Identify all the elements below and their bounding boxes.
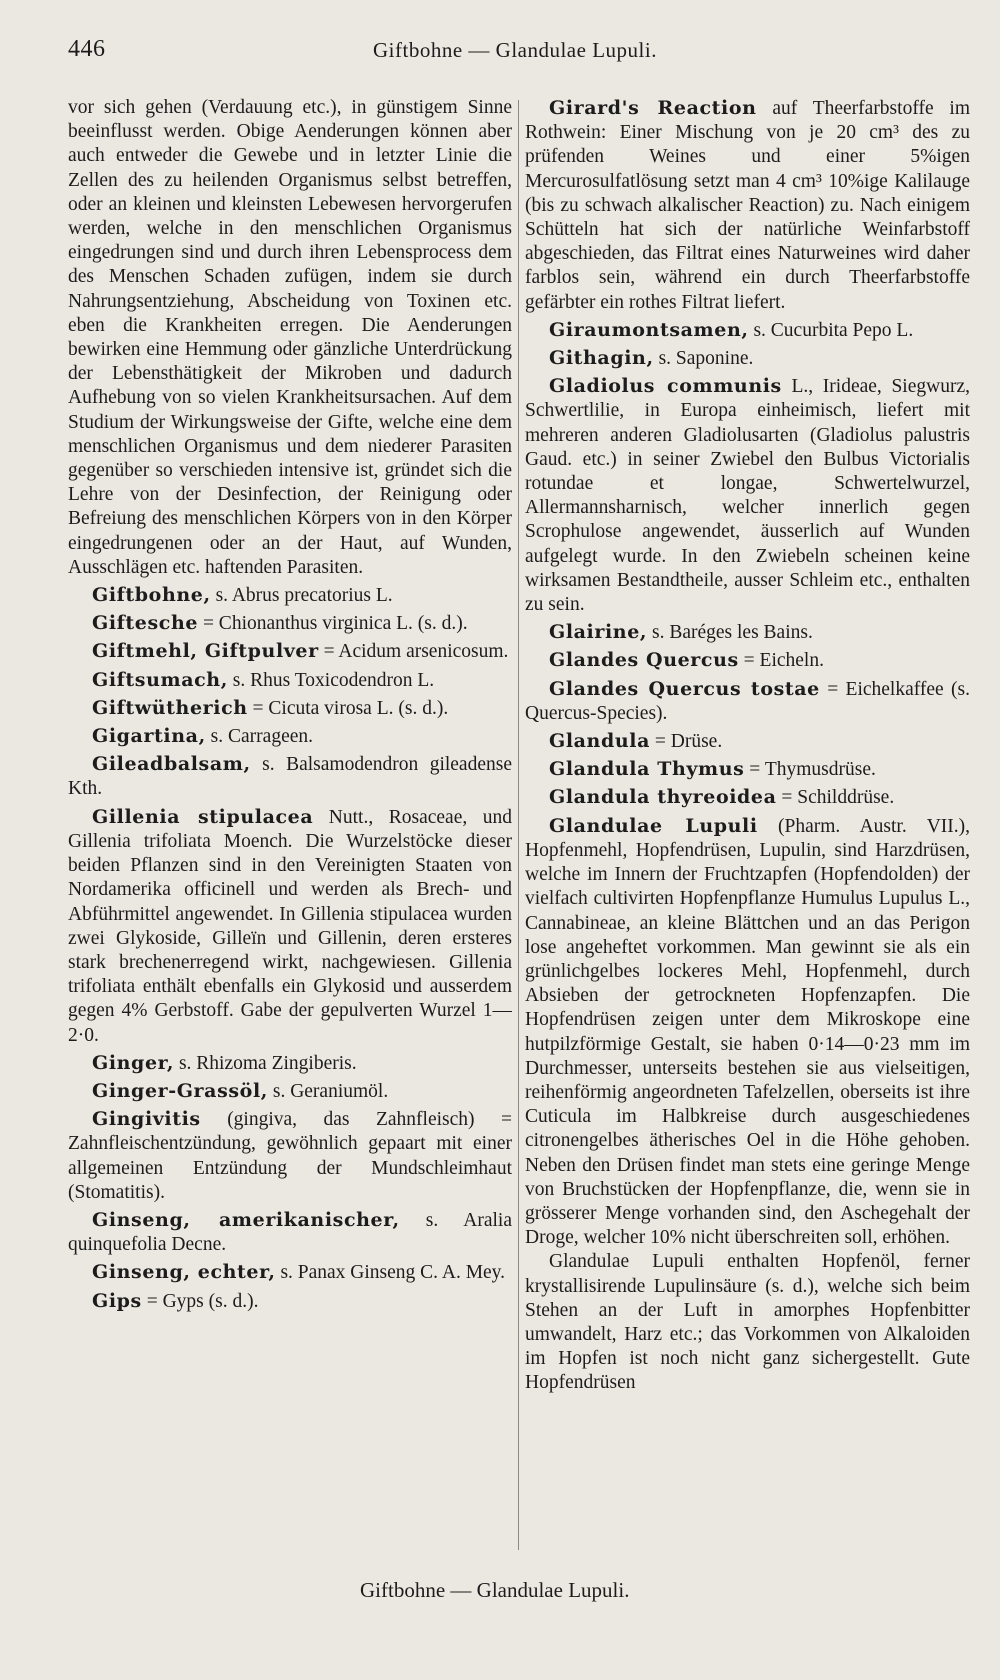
entry-headword: Gigartina,: [92, 725, 206, 748]
entry-giftmehl: [68, 639, 512, 664]
entry-text: = Chionanthus virginica L. (s. d.).: [198, 613, 468, 635]
entry-glandes-quercus-tostae: [525, 677, 970, 726]
left-column: [68, 96, 512, 1556]
entry-gladiolus: [525, 374, 970, 617]
entry-headword: Giftwütherich: [92, 696, 248, 719]
entry-headword: Glandes Quercus: [549, 649, 739, 672]
entry-gips: [68, 1289, 512, 1314]
entry-headword: Gingivitis: [92, 1108, 201, 1131]
entry-glandes-quercus: [525, 648, 970, 673]
entry-glandulae-lupuli: [525, 814, 970, 1251]
entry-text: s. Balsamodendron gileadense Kth.: [68, 754, 512, 800]
entry-giraumontsamen: [525, 318, 970, 343]
entry-giftsumach: [68, 668, 512, 693]
entry-text: = Schilddrüse.: [776, 787, 895, 809]
entry-headword: Gladiolus communis: [549, 375, 782, 398]
entry-giftesche: [68, 611, 512, 636]
page-footer: Giftbohne — Glandulae Lupuli.: [360, 1578, 630, 1602]
entry-headword: Glandula Thymus: [549, 758, 745, 781]
entry-headword: Giraumontsamen,: [549, 318, 749, 341]
entry-text: s. Aralia quinquefolia Decne.: [68, 1209, 512, 1256]
entry-text: s. Rhizoma Zingiberis.: [174, 1052, 357, 1074]
entry-headword: Giftmehl, Giftpulver: [92, 640, 319, 663]
entry-headword: Glairine,: [549, 621, 648, 644]
entry-text: L., Irideae, Siegwurz, Schwertlilie, in Europa einheimisch, liefert mit mehreren anderen Gladiolusarten (Gladiolus palustris Gaud. etc.) in seiner Zwiebel den Bulbus Victorialis rotundae et longae, Schwertelwurzel, Allermannsharnisch, welcher innerlich gegen Scrophulose angewendet, äusserlich auf Wunden aufgelegt wurde. In den Zwiebeln scheinen keine wirksamen Bestandtheile, ausser Schleim etc., enthalten zu sein.: [525, 376, 970, 616]
entry-ginseng-amerikanischer: [68, 1208, 512, 1257]
right-column: [525, 96, 970, 1556]
entry-headword: Ginseng, amerikanischer,: [92, 1208, 400, 1231]
entry-headword: Ginseng, echter,: [92, 1261, 276, 1284]
entry-text: auf Theerfarbstoffe im Rothwein: Einer Mischung von je 20 cm³ des zu prüfenden Weines und einer 5%igen Mercurosulfatlösung setzt man 4 cm³ 10%ige Kalilauge (bis zu schwach alkalischer Reaction) zu. Nach einigem Schütteln hat sich der natürliche Weinfarbstoff abgeschieden, das Filtrat eines Naturweines wird daher farblos sein, während ein durch Theerfarbstoffe gefärbter ein rothes Filtrat liefert.: [525, 98, 970, 313]
entry-headword: Ginger-Grassöl,: [92, 1079, 268, 1102]
entry-headword: Gileadbalsam,: [92, 753, 251, 776]
entry-headword: Giftsumach,: [92, 668, 228, 691]
entry-text: = Drüse.: [650, 731, 723, 753]
entry-text: = Acidum arsenicosum.: [318, 641, 509, 663]
glandulae-lupuli-paragraph-2: Glandulae Lupuli enthalten Hopfenöl, ferner krystallisirende Lupulinsäure (s. d.), welche sich beim Stehen an der Luft in amorphes Hopfenbitter umwandelt, Harz etc.; das Vorkommen von Alkaloiden im Hopfen ist noch nicht ganz sichergestellt. Gute Hopfendrüsen: [525, 1251, 970, 1394]
entry-text: Nutt., Rosaceae, und Gillenia trifoliata Moench. Die Wurzelstöcke dieser beiden Pflanzen sind in den Vereinigten Staaten von Nordamerika officinell und werden als Brech- und Abführmittel angewendet. In Gillenia stipulacea wurden zwei Glykoside, Gilleïn und Gillenin, deren ersteres stark brechenerregend wirkt, nachgewiesen. Gillenia trifoliata enthält ebenfalls ein Glykosid und ausserdem gegen 4% Gerbstoff. Gabe der gepulverten Wurzel 1—2·0.: [68, 806, 512, 1046]
entry-headword: Gillenia stipulacea: [92, 805, 314, 828]
entry-text: s. Geraniumöl.: [267, 1080, 389, 1102]
entry-glandula-thymus: [525, 757, 970, 782]
entry-text: s. Abrus precatorius L.: [210, 585, 393, 607]
entry-headword: Glandula thyreoidea: [549, 786, 777, 809]
entry-text: s. Rhus Toxicodendron L.: [227, 669, 435, 691]
entry-text: = Cicuta virosa L. (s. d.).: [247, 697, 449, 719]
entry-giftwuetherich: [68, 696, 512, 721]
entry-glandula-thyreoidea: [525, 785, 970, 810]
page-number: 446: [68, 36, 106, 62]
entry-headword: Giftesche: [92, 612, 199, 635]
entry-text: = Gyps (s. d.).: [141, 1290, 259, 1312]
entry-text: (gingiva, das Zahnfleisch) = Zahnfleischentzündung, gewöhnlich gepaart mit einer allgemeinen Entzündung der Mundschleimhaut (Stomatitis).: [68, 1109, 512, 1203]
entry-text: = Eicheln.: [738, 650, 824, 672]
entry-text: s. Panax Ginseng C. A. Mey.: [275, 1262, 506, 1284]
entry-ginger-grassoel: [68, 1079, 512, 1104]
entry-headword: Glandes Quercus tostae: [549, 677, 820, 700]
entry-headword: Gips: [92, 1289, 142, 1312]
entry-headword: Glandulae Lupuli: [549, 814, 758, 837]
continued-paragraph: vor sich gehen (Verdauung etc.), in günstigem Sinne beeinflusst werden. Obige Aenderungen können aber auch entweder die Gewebe und in letzter Linie die Zellen des zu heilenden Organismus selbst betreffen, oder an kleinen und kleinsten Lebewesen hervorgerufen werden, welche in den menschlichen Organismus eingedrungen sind und durch ihren Lebensprocess dem des Menschen Schaden zufügen, indem sie durch Nahrungsentziehung, Abscheidung von Toxinen etc. eben die Krankheiten erregen. Die Aenderungen bewirken eine Hemmung oder gänzliche Unterdrückung der Lebensthätigkeit der Mikroben und dadurch Aufhebung von so vielen Krankheitsursachen. Auf dem Studium der Wirkungsweise der Gifte, welche eine dem menschlichen Organismus und dem niederer Parasiten gegenüber so verschieden intensive ist, gründet sich die Lehre von der Desinfection, der Reinigung oder Befreiung des menschlichen Körpers von in den Körper eingedrungenen oder an der Haut, auf Wunden, Ausschlägen etc. haftenden Parasiten.: [68, 97, 512, 578]
entry-text: s. Carrageen.: [205, 726, 313, 748]
entry-text: = Eichelkaffee (s. Quercus-Species).: [525, 678, 970, 724]
entry-headword: Glandula: [549, 730, 650, 753]
entry-gileadbalsam: [68, 752, 512, 801]
entry-glandula: [525, 729, 970, 754]
entry-headword: Girard's Reaction: [549, 97, 757, 119]
entry-gigartina: [68, 724, 512, 749]
entry-text: (Pharm. Austr. VII.), Hopfenmehl, Hopfendrüsen, Lupulin, sind Harzdrüsen, welche im Innern der Fruchtzapfen (Hopfendolden) der vielfach cultivirten Hopfenpflanze Humulus Lupulus L., Cannabineae, an kleine Blättchen und an das Perigon lose angeheftet vorkommen. Man gewinnt sie als ein grünlichgelbes lockeres Mehl, Hopfenmehl, durch Absieben der getrockneten Hopfenzapfen. Die Hopfendrüsen zeigen unter dem Mikroskope eine hutpilzförmige Gestalt, sie haben 0·14—0·23 mm im Durchmesser, unterseits bestehen sie aus vielseitigen, reihenförmig angeordneten Tafelzellen, oberseits ist ihre Cuticula im Halbkreise durch ausgeschiedenes citronengelbes ätherisches Oel in die Höhe gehoben. Neben den Drüsen findet man stets eine geringe Menge von Bruchstücken der Hopfenpflanze, die, wenn sie in grösserer Menge vorhanden sind, den Aschegehalt der Droge, welcher 10% nicht überschreiten soll, erhöhen.: [525, 815, 970, 1249]
column-divider: [518, 100, 519, 1550]
entry-text: = Thymusdrüse.: [744, 759, 876, 781]
entry-gingivitis: [68, 1107, 512, 1205]
entry-text: s. Cucurbita Pepo L.: [748, 319, 914, 341]
entry-glairine: [525, 620, 970, 645]
entry-girards-reaction: [525, 96, 970, 315]
entry-headword: Ginger,: [92, 1051, 175, 1074]
entry-text: s. Saponine.: [653, 348, 754, 370]
entry-headword: Githagin,: [549, 347, 654, 370]
entry-text: s. Baréges les Bains.: [647, 622, 813, 644]
entry-headword: Giftbohne,: [92, 584, 211, 607]
entry-ginseng-echter: [68, 1260, 512, 1285]
entry-giftbohne: [68, 583, 512, 608]
entry-gillenia: [68, 805, 512, 1048]
entry-ginger: [68, 1051, 512, 1076]
page-header: [68, 36, 948, 66]
entry-githagin: [525, 346, 970, 371]
running-title: Giftbohne — Glandulae Lupuli.: [373, 38, 657, 62]
